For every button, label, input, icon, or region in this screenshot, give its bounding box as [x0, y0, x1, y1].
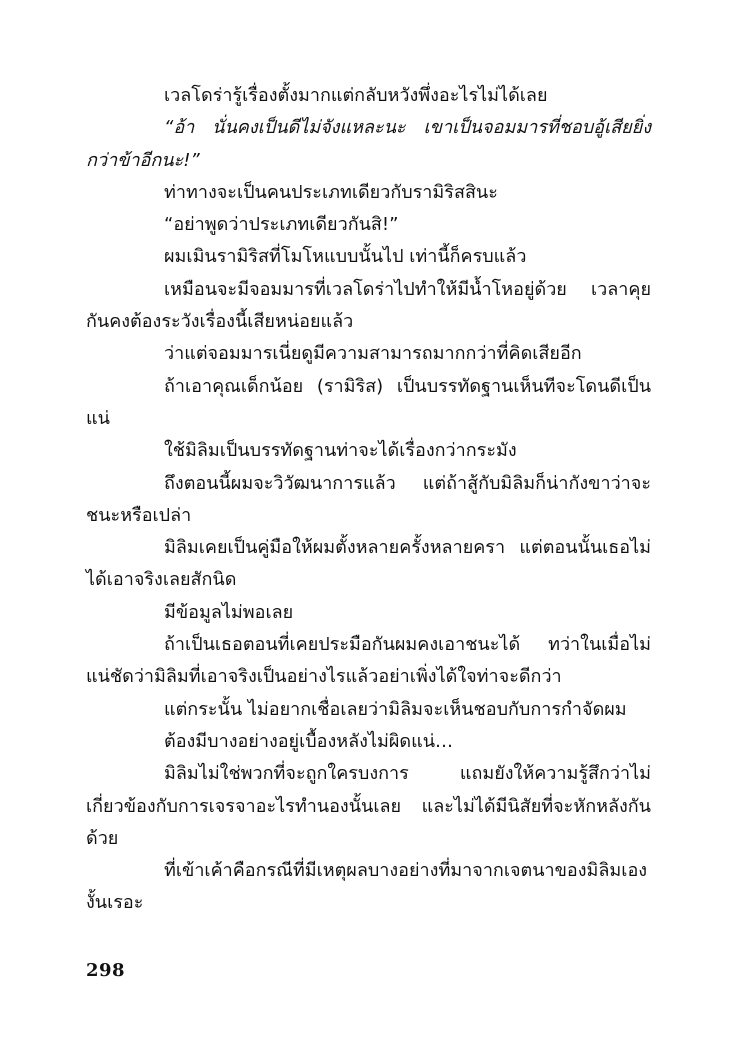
- paragraph-6: เหมือนจะมีจอมมารที่เวลโดร่าไปทำให้มีน้ำโหอยู่ด้วย เวลาคุยกันคงต้องระวังเรื่องนี้เสียหน่อยแล้ว: [86, 278, 651, 333]
- paragraph-12: มีข้อมูลไม่พอเลย: [164, 601, 294, 623]
- paragraph-15: ต้องมีบางอย่างอยู่เบื้องหลังไม่ผิดแน่…: [164, 730, 454, 752]
- paragraph-7: ว่าแต่จอมมารเนี่ยดูมีความสามารถมากกว่าที่คิดเสียอีก: [164, 343, 582, 365]
- paragraph-2: “อ้า นั่นคงเป็นดีไม่จังแหละนะ เขาเป็นจอมมารที่ชอบอู้เสียยิ่งกว่าข้าอีกนะ!”: [86, 117, 651, 171]
- paragraph-14: แต่กระนั้น ไม่อยากเชื่อเลยว่ามิลิมจะเห็นชอบกับการกำจัดผม: [164, 698, 627, 720]
- paragraph-11: มิลิมเคยเป็นคู่มือให้ผมตั้งหลายครั้งหลายครา แต่ตอนนั้นเธอไม่ได้เอาจริงเลยสักนิด: [86, 537, 651, 591]
- paragraph-9: ใช้มิลิมเป็นบรรทัดฐานท่าจะได้เรื่องกว่ากระมัง: [164, 440, 517, 462]
- body-text: [86, 80, 651, 920]
- page-number: 298: [86, 960, 126, 981]
- paragraph-16: มิลิมไม่ใช่พวกที่จะถูกใครบงการ แถมยังให้ความรู้สึกว่าไม่เกี่ยวข้องกับการเจรจาอะไรทำนองนั้นเลย และไม่ได้มีนิสัยที่จะหักหลังกันด้วย: [86, 763, 651, 849]
- paragraph-3: ท่าทางจะเป็นคนประเภทเดียวกับรามิริสสินะ: [164, 181, 498, 203]
- paragraph-5: ผมเมินรามิริสที่โมโหแบบนั้นไป เท่านี้ก็ครบแล้ว: [164, 246, 527, 268]
- paragraph-4: “อย่าพูดว่าประเภทเดียวกันสิ!”: [164, 214, 399, 236]
- paragraph-8: ถ้าเอาคุณเด็กน้อย (รามิริส) เป็นบรรทัดฐานเห็นทีจะโดนดีเป็นแน่: [86, 375, 651, 429]
- paragraph-13: ถ้าเป็นเธอตอนที่เคยประมือกันผมคงเอาชนะได้ ทว่าในเมื่อไม่แน่ชัดว่ามิลิมที่เอาจริงเป็นอย่างไรแล้วอย่าเพิ่งได้ใจท่าจะดีกว่า: [86, 634, 651, 688]
- paragraph-17: ที่เข้าเค้าคือกรณีที่มีเหตุผลบางอย่างที่มาจากเจตนาของมิลิมเองงั้นเรอะ: [86, 860, 648, 914]
- paragraph-1: เวลโดร่ารู้เรื่องตั้งมากแต่กลับหวังพึ่งอะไรไม่ได้เลย: [164, 85, 548, 106]
- paragraph-10: ถึงตอนนี้ผมจะวิวัฒนาการแล้ว แต่ถ้าสู้กับมิลิมก็น่ากังขาว่าจะชนะหรือเปล่า: [86, 472, 651, 526]
